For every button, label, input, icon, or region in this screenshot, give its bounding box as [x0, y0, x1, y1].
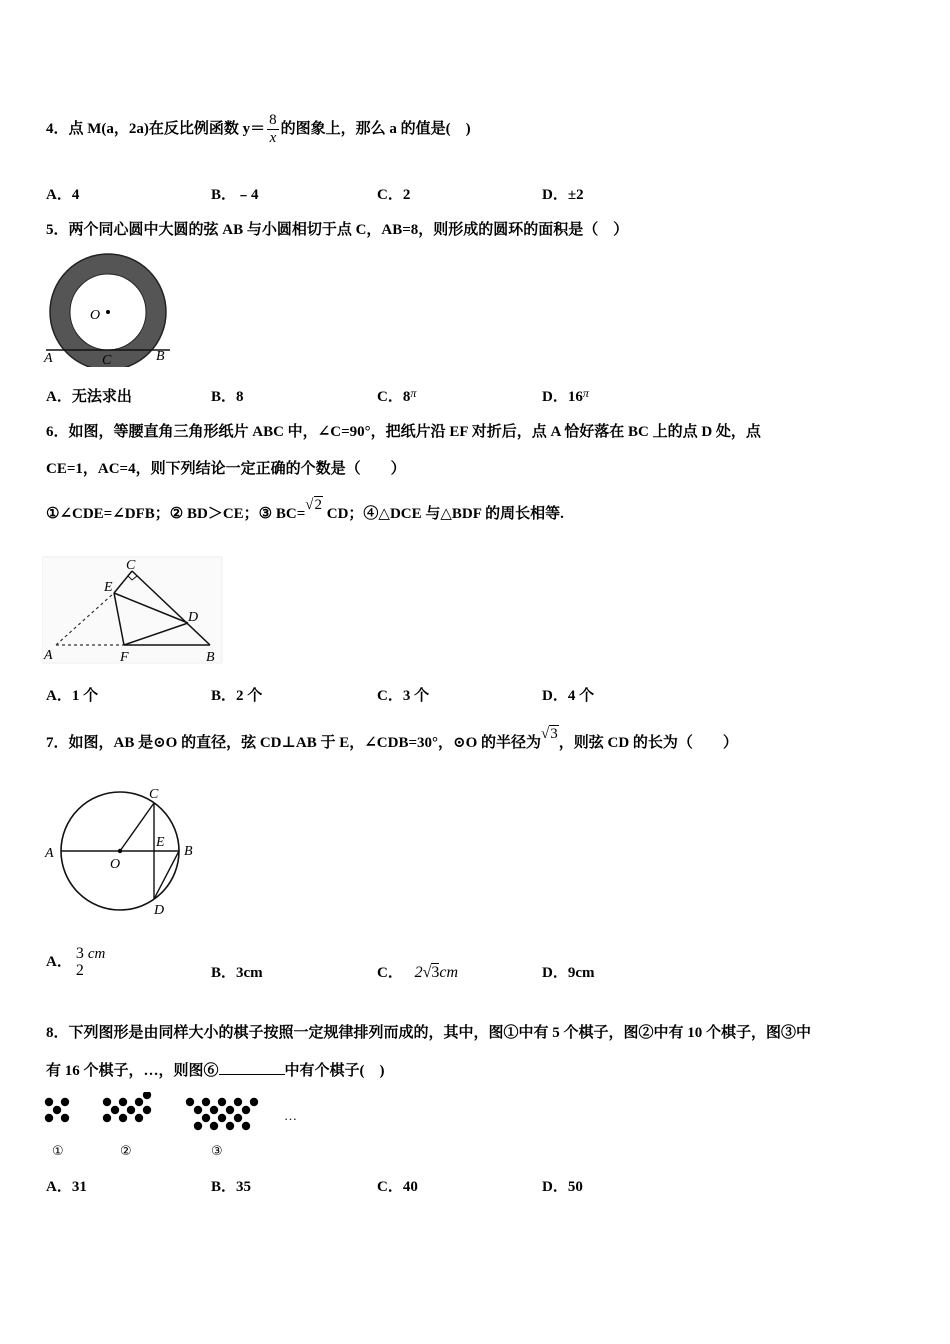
q7-text-b: ，则弦 CD 的长为（ ） [558, 735, 738, 751]
q7-option-c-unit: cm [439, 964, 459, 981]
q7-segment-db [154, 851, 179, 899]
q8-option-c[interactable]: C．40 [377, 1179, 418, 1195]
sqrt-symbol-icon: √ [422, 964, 432, 981]
q7-option-a-den: 2 [75, 962, 84, 979]
q7-label-b: B [184, 844, 193, 859]
q4-suffix: 的图象上，那么 a 的值是( ) [280, 120, 471, 137]
q6-line1: 6．如图，等腰直角三角形纸片 ABC 中，∠C=90°，把纸片沿 EF 对折后，点 A 恰好落在 BC 上的点 D 处，点 [46, 424, 761, 440]
q5-center-point [106, 310, 110, 314]
q8-ellipsis: … [284, 1108, 297, 1123]
q5-option-d-text: D．16 [542, 389, 583, 405]
q5-stem: 5．两个同心圆中大圆的弦 AB 与小圆相切于点 C，AB=8，则形成的圆环的面积是（ ） [46, 222, 629, 238]
q8-figure-label-2: ② [120, 1144, 132, 1159]
q7-sqrt: √3 [541, 726, 558, 742]
q6-label-e: E [104, 580, 113, 595]
q5-option-a[interactable]: A．无法求出 [46, 389, 132, 405]
q7-circle-figure [42, 780, 202, 920]
q4-option-d[interactable]: D．±2 [542, 187, 584, 203]
q6-line2: CE=1，AC=4，则下列结论一定正确的个数是（ ） [46, 461, 406, 477]
q8-figure-label-1: ① [52, 1144, 64, 1159]
q6-option-a[interactable]: A．1 个 [46, 688, 99, 704]
q8-line2 [46, 1060, 385, 1081]
q5-label-b: B [156, 349, 165, 364]
q7-option-c-label: C． [377, 965, 403, 981]
q8-figure-3 [186, 1098, 258, 1130]
q6-option-d[interactable]: D．4 个 [542, 688, 595, 704]
q7-sqrt-value: 3 [550, 726, 558, 742]
q5-option-d[interactable] [542, 387, 589, 407]
q7-option-b[interactable]: B．3cm [211, 965, 263, 981]
q7-label-c: C [149, 787, 159, 802]
q8-line2-b: 中有个棋子( ) [284, 1063, 385, 1079]
q4-stem [46, 112, 471, 147]
q7-label-d: D [154, 903, 165, 918]
q4-frac-den: x [269, 130, 277, 146]
q6-sqrt-value: 2 [314, 497, 322, 513]
q5-annulus-figure [42, 252, 172, 367]
q6-line3-b: CD；④△DCE 与△BDF 的周长相等. [326, 506, 564, 522]
pi-symbol: π [410, 386, 417, 400]
q7-option-c-coef: 2 [414, 964, 423, 981]
q7-option-a-fraction [74, 945, 86, 979]
q7-option-a-label: A． [46, 954, 72, 970]
q5-option-c[interactable] [377, 387, 416, 407]
q8-option-a[interactable]: A．31 [46, 1179, 87, 1195]
q7-option-a[interactable] [46, 940, 105, 984]
q6-label-a: A [44, 648, 53, 663]
q6-sqrt: √2 [305, 497, 322, 513]
q7-center-point [118, 849, 122, 853]
q8-option-b[interactable]: B．35 [211, 1179, 252, 1195]
q4-option-c[interactable]: C．2 [377, 187, 411, 203]
q8-line2-a: 有 16 个棋子，…，则图⑥ [46, 1063, 219, 1079]
q6-label-c: C [126, 558, 136, 573]
q6-label-f: F [120, 650, 129, 665]
q7-label-e: E [156, 835, 165, 850]
q8-figure-label-3: ③ [211, 1144, 223, 1159]
q5-option-c-text: C．8 [377, 389, 411, 405]
q8-answer-blank[interactable] [219, 1060, 285, 1075]
q6-triangle-figure [42, 555, 224, 667]
q7-label-a: A [45, 846, 54, 861]
q4-frac-num: 8 [269, 112, 277, 128]
q6-option-c[interactable]: C．3 个 [377, 688, 430, 704]
q4-option-b[interactable]: B．﹣4 [211, 187, 259, 203]
q6-line3 [46, 497, 564, 524]
q4-prefix: 4．点 M(a，2a)在反比例函数 y＝ [46, 120, 266, 137]
q8-option-d[interactable]: D．50 [542, 1179, 583, 1195]
q5-option-b[interactable]: B．8 [211, 389, 244, 405]
q6-line3-a: ①∠CDE=∠DFB；② BD＞CE；③ BC= [46, 506, 306, 522]
q7-radius-oc [120, 803, 154, 851]
q6-option-b[interactable]: B．2 个 [211, 688, 263, 704]
q5-label-c: C [102, 353, 112, 367]
q6-label-b: B [206, 650, 215, 665]
q7-label-o: O [110, 857, 121, 872]
q4-option-a[interactable]: A．4 [46, 187, 80, 203]
q7-option-a-num: 3 [75, 945, 84, 962]
q7-stem [46, 726, 738, 753]
q4-fraction [267, 112, 279, 147]
q8-figure-1 [45, 1098, 69, 1122]
q7-option-c[interactable] [377, 963, 458, 983]
q7-text-a: 7．如图，AB 是⊙O 的直径，弦 CD⊥AB 于 E，∠CDB=30°，⊙O 的半径为 [46, 735, 542, 751]
q5-label-o: O [90, 308, 101, 323]
q7-option-d[interactable]: D．9cm [542, 965, 595, 981]
q8-line1: 8．下列图形是由同样大小的棋子按照一定规律排列而成的，其中，图①中有 5 个棋子，图②中有 10 个棋子，图③中 [46, 1025, 812, 1041]
pi-symbol: π [582, 386, 589, 400]
q6-label-d: D [188, 610, 199, 625]
q8-figure-2 [103, 1092, 151, 1122]
q7-option-c-rad: 3 [431, 964, 440, 981]
q5-label-a: A [44, 351, 53, 366]
q8-pattern-figures [40, 1092, 310, 1142]
q7-option-a-unit: cm [87, 946, 106, 962]
